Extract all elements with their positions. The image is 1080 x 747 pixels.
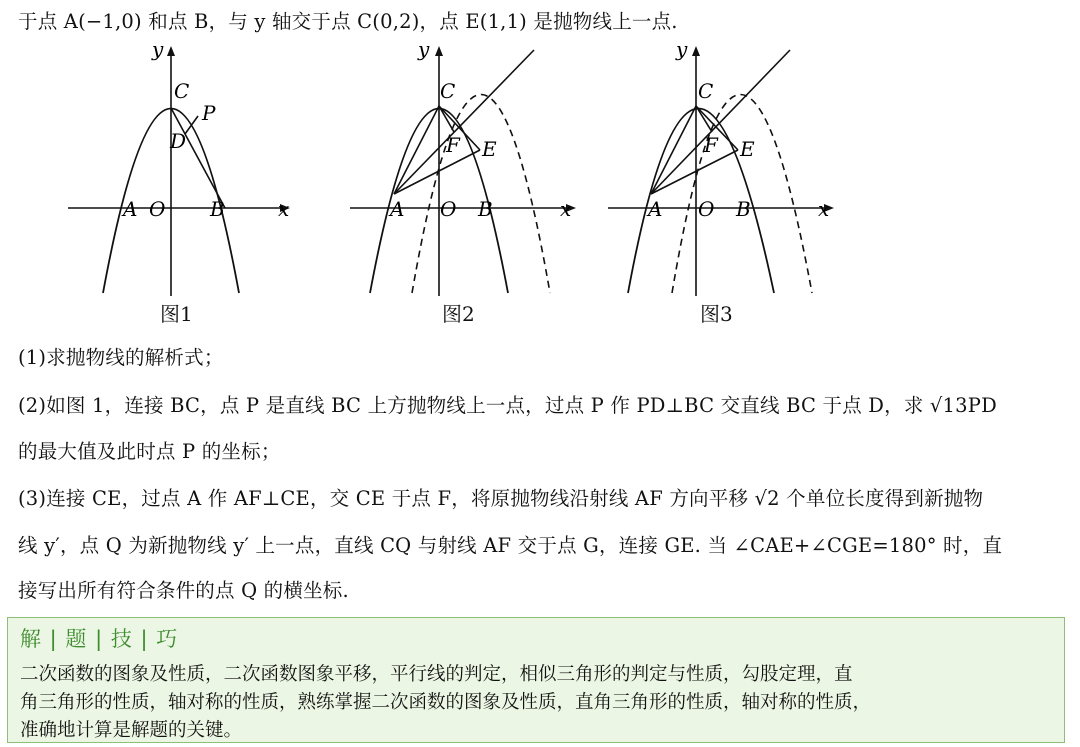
- segment-ae: [651, 150, 738, 194]
- label-o: O: [149, 197, 166, 221]
- question-3-line-3: 接写出所有符合条件的点 Q 的横坐标.: [18, 579, 349, 602]
- ray-af: [394, 50, 534, 194]
- solution-tips-box: [7, 617, 1065, 743]
- segment-bc: [171, 108, 225, 208]
- tips-line-1: 二次函数的图象及性质，二次函数图象平移，平行线的判定，相似三角形的判定与性质，勾股定理，直: [20, 664, 853, 685]
- label-a: A: [648, 197, 663, 221]
- translated-parabola: [412, 95, 550, 294]
- translated-parabola: [672, 95, 812, 294]
- segment-ac: [394, 106, 439, 194]
- label-x: x: [278, 197, 290, 221]
- question-1: (1)求抛物线的解析式；: [18, 346, 224, 369]
- label-f: F: [704, 133, 718, 157]
- segment-ac: [651, 106, 696, 194]
- figure-2: [342, 36, 592, 326]
- label-d: D: [170, 129, 187, 153]
- question-2-line-2: 的最大值及此时点 P 的坐标；: [18, 440, 281, 463]
- label-a: A: [390, 197, 405, 221]
- ray-af: [651, 50, 790, 194]
- label-y: y: [152, 37, 164, 61]
- tips-line-3: 准确地计算是解题的关键。: [20, 720, 243, 741]
- label-y: y: [676, 37, 688, 61]
- problem-intro: 于点 A(−1,0) 和点 B，与 y 轴交于点 C(0,2)，点 E(1,1) 是抛物线上一点.: [18, 10, 678, 33]
- label-y: y: [418, 37, 430, 61]
- label-c: C: [174, 79, 190, 103]
- tips-line-2: 角三角形的性质，轴对称的性质，熟练掌握二次函数的图象及性质，直角三角形的性质，轴对称的性质，: [20, 692, 872, 713]
- label-a: A: [123, 197, 138, 221]
- figure-1: [60, 36, 360, 326]
- segment-ae: [394, 150, 480, 194]
- label-x: x: [560, 197, 572, 221]
- caption-figure-3: 图3: [700, 302, 733, 326]
- label-p: P: [202, 101, 216, 125]
- label-b: B: [210, 197, 225, 221]
- caption-figure-2: 图2: [442, 302, 475, 326]
- tips-title: 解 | 题 | 技 | 巧: [20, 627, 179, 651]
- figures-row: [0, 36, 1080, 326]
- label-x: x: [818, 197, 830, 221]
- label-e: E: [740, 137, 755, 161]
- label-b: B: [478, 197, 493, 221]
- caption-figure-1: 图1: [160, 302, 193, 326]
- label-c: C: [698, 79, 714, 103]
- label-c: C: [440, 79, 456, 103]
- question-2-line-1: (2)如图 1，连接 BC，点 P 是直线 BC 上方抛物线上一点，过点 P 作 PD⊥BC 交直线 BC 于点 D，求 √13PD: [18, 394, 997, 417]
- label-f: F: [446, 133, 460, 157]
- label-e: E: [482, 137, 497, 161]
- label-o: O: [698, 197, 715, 221]
- label-o: O: [440, 197, 457, 221]
- label-b: B: [736, 197, 751, 221]
- question-3-line-1: (3)连接 CE，过点 A 作 AF⊥CE，交 CE 于点 F，将原抛物线沿射线 AF 方向平移 √2 个单位长度得到新抛物: [18, 487, 984, 510]
- figure-3: [600, 36, 850, 326]
- question-3-line-2: 线 y′，点 Q 为新抛物线 y′ 上一点，直线 CQ 与射线 AF 交于点 G，连接 GE. 当 ∠CAE+∠CGE=180° 时，直: [18, 534, 1003, 557]
